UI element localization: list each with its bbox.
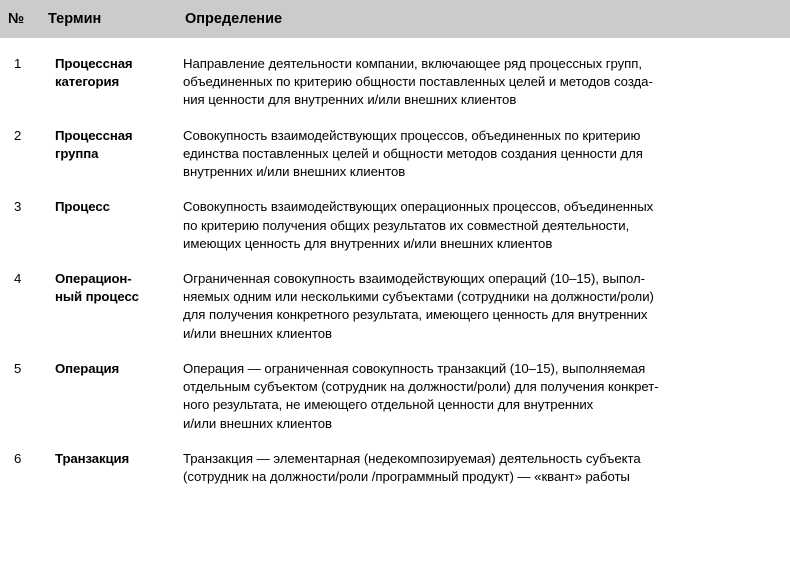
row-term xyxy=(40,253,177,343)
term-line: Транзакция xyxy=(55,450,130,466)
definition-line: няемых одним или несколькими субъектами (сотрудники на должности/роли) xyxy=(183,289,654,305)
term-line: Операция xyxy=(55,360,120,376)
definition-line: Совокупность взаимодействующих операционных процессов, объединенных xyxy=(183,199,654,215)
column-header-definition: Определение xyxy=(177,0,790,38)
table-row xyxy=(0,343,790,433)
definition-line: внутренних и/или внешних клиентов xyxy=(183,164,406,180)
definition-line: Ограниченная совокупность взаимодействующих операций (10–15), выпол- xyxy=(183,270,645,286)
term-line: ный процесс xyxy=(55,289,139,305)
table-row xyxy=(0,433,790,486)
table-row xyxy=(0,110,790,182)
definition-line: Направление деятельности компании, включающее ряд процессных групп, xyxy=(183,56,642,71)
column-header-number: № xyxy=(0,0,40,38)
row-term xyxy=(40,181,177,253)
definition-line: по критерию получения общих результатов их совместной деятельности, xyxy=(183,217,630,233)
term-line: Процесс xyxy=(55,199,110,215)
table-row xyxy=(0,181,790,253)
table-body xyxy=(0,38,790,486)
row-term xyxy=(40,433,177,486)
definition-line: Совокупность взаимодействующих процессов, объединенных по критерию xyxy=(183,127,641,143)
row-term xyxy=(40,343,177,433)
row-definition xyxy=(177,253,790,343)
row-definition xyxy=(177,343,790,433)
definition-line: отдельным субъектом (сотрудник на должности/роли) для получения конкрет- xyxy=(183,379,659,395)
term-line: категория xyxy=(55,74,120,90)
definition-line: и/или внешних клиентов xyxy=(183,415,332,431)
definition-line: и/или внешних клиентов xyxy=(183,325,332,341)
definition-line: для получения конкретного результата, имеющего ценность для внутренних xyxy=(183,307,648,323)
definition-line: Транзакция — элементарная (недекомпозируемая) деятельность субъекта xyxy=(183,450,641,466)
definition-line: Операция — ограниченная совокупность транзакций (10–15), выполняемая xyxy=(183,360,646,376)
row-definition xyxy=(177,433,790,486)
term-line: группа xyxy=(55,145,99,161)
table-row xyxy=(0,38,790,110)
row-term xyxy=(40,38,177,110)
row-definition xyxy=(177,110,790,182)
table-row xyxy=(0,253,790,343)
row-number: 5 xyxy=(0,343,40,433)
row-number: 2 xyxy=(0,110,40,182)
row-number: 3 xyxy=(0,181,40,253)
column-header-term: Термин xyxy=(40,0,177,38)
term-line: Процессная xyxy=(55,127,133,143)
definition-line: имеющих ценность для внутренних и/или внешних клиентов xyxy=(183,235,553,251)
row-term xyxy=(40,110,177,182)
row-definition xyxy=(177,181,790,253)
term-line: Операцион- xyxy=(55,270,132,286)
definition-line: ния ценности для внутренних и/или внешних клиентов xyxy=(183,92,517,108)
table-header xyxy=(0,0,790,38)
definition-line: объединенных по критерию общности поставленных целей и методов созда- xyxy=(183,74,653,90)
row-definition xyxy=(177,38,790,110)
row-number: 1 xyxy=(0,38,40,110)
row-number: 6 xyxy=(0,433,40,486)
term-line: Процессная xyxy=(55,56,133,71)
definition-line: (сотрудник на должности/роли /программный продукт) — «квант» работы xyxy=(183,468,630,484)
definition-line: единства поставленных целей и общности методов создания ценности для xyxy=(183,145,643,161)
row-number: 4 xyxy=(0,253,40,343)
table-header-row xyxy=(0,0,790,38)
definition-line: ного результата, не имеющего отдельной ценности для внутренних xyxy=(183,397,594,413)
